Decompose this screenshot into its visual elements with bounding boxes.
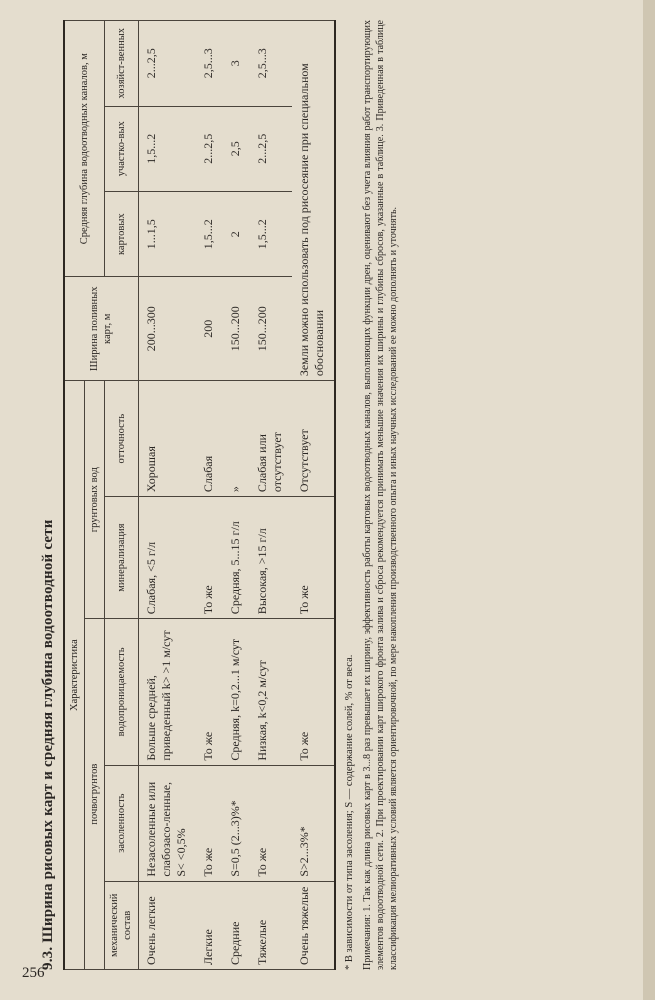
cell-card: 1...1,5 — [138, 191, 196, 276]
cell-card: 1,5...2 — [196, 191, 223, 276]
cell-outflow: Слабая или отсутствует — [250, 381, 292, 497]
cell-mech: Легкие — [196, 881, 223, 969]
cell-district: 2...2,5 — [250, 106, 292, 191]
header-card: картовых — [105, 191, 138, 276]
header-characteristics: Характеристика — [64, 381, 85, 970]
cell-permeability: Больше средней, приведенный k> >1 м/сут — [138, 619, 196, 765]
page-number: 256 — [22, 965, 45, 981]
cell-farm: 2,5...3 — [196, 21, 223, 107]
content-block — [40, 20, 400, 970]
footnote: * В зависимости от типа засоления; S — содержание солей, % от веса. — [343, 654, 355, 970]
header-mineral: минерализация — [105, 497, 138, 619]
header-permeability: водопроницаемость — [105, 619, 138, 765]
cell-outflow: Хорошая — [138, 381, 196, 497]
header-district: участко-вых — [105, 106, 138, 191]
cell-district: 1,5...2 — [138, 106, 196, 191]
cell-width: 150...200 — [250, 277, 292, 381]
cell-farm: 2...2,5 — [138, 21, 196, 107]
cell-mineral: Слабая, <5 г/л — [138, 497, 196, 619]
cell-salinity: S>2...3%* — [292, 765, 335, 881]
cell-width: 200 — [196, 277, 223, 381]
cell-salinity: Незасоленные или слабозасо-ленные, S< <0,5% — [138, 765, 196, 881]
header-farm: хозяйст-венных — [105, 21, 138, 107]
cell-permeability: Средняя, k=0,2...1 м/сут — [223, 619, 250, 765]
cell-card: 2 — [223, 191, 250, 276]
cell-card: 1,5...2 — [250, 191, 292, 276]
header-groundwater: грунтовых вод — [85, 381, 105, 619]
cell-outflow: Слабая — [196, 381, 223, 497]
cell-salinity: То же — [250, 765, 292, 881]
cell-mech: Очень тяжелые — [292, 881, 335, 969]
header-soils: почвогрунтов — [85, 619, 105, 970]
table-title: 9.3. Ширина рисовых карт и средняя глубина водоотводной сети — [40, 519, 56, 970]
data-table — [63, 20, 336, 970]
cell-width: 200...300 — [138, 277, 196, 381]
cell-district: 2...2,5 — [196, 106, 223, 191]
table-row — [138, 21, 196, 970]
cell-mech: Очень легкие — [138, 881, 196, 969]
cell-farm: 3 — [223, 21, 250, 107]
cell-permeability: Низкая, k<0,2 м/сут — [250, 619, 292, 765]
cell-district: 2,5 — [223, 106, 250, 191]
cell-outflow: Отсутствует — [292, 381, 335, 497]
cell-mineral: То же — [196, 497, 223, 619]
header-salinity: засоленность — [105, 765, 138, 881]
cell-outflow: » — [223, 381, 250, 497]
table-row — [223, 21, 250, 970]
header-depth: Средняя глубина водоотводных каналов, м — [64, 21, 105, 277]
cell-mineral: Средняя, 5...15 г/л — [223, 497, 250, 619]
cell-permeability: То же — [196, 619, 223, 765]
notes: Примечания: 1. Так как длина рисовых карт в 3...8 раз превышает их ширину, эффективность работы картовых водоотводных каналов, выполняющих функции дрен, оценивают без учета влияния работ транспортирующих элементов водоотводной сети. 2. При проектировании карт широкого фронта залива и сброса рекомендуется принимать меньшие значения их ширины и глубины сбросов, указанные в таблице. 3. Приведенная в таблице классификация мелиоративных условий является ориентировочной, по мере накопления производственного опыта и иных научных исследований ее можно дополнять и уточнять. — [361, 20, 399, 970]
header-outflow: отточность — [105, 381, 138, 497]
cell-farm: 2,5...3 — [250, 21, 292, 107]
cell-merged-note: Земли можно использовать под рисосеяние при специальном обосновании — [292, 21, 335, 381]
header-width: Ширина поливных карт, м — [64, 277, 138, 381]
header-mech: механический состав — [105, 881, 138, 969]
cell-mineral: То же — [292, 497, 335, 619]
cell-mineral: Высокая, >15 г/л — [250, 497, 292, 619]
cell-mech: Средние — [223, 881, 250, 969]
cell-salinity: S=0,5 (2...3)%* — [223, 765, 250, 881]
cell-mech: Тяжелые — [250, 881, 292, 969]
cell-salinity: То же — [196, 765, 223, 881]
table-row — [196, 21, 223, 970]
cell-permeability: То же — [292, 619, 335, 765]
table-row — [292, 21, 335, 970]
cell-width: 150...200 — [223, 277, 250, 381]
table-row — [250, 21, 292, 970]
